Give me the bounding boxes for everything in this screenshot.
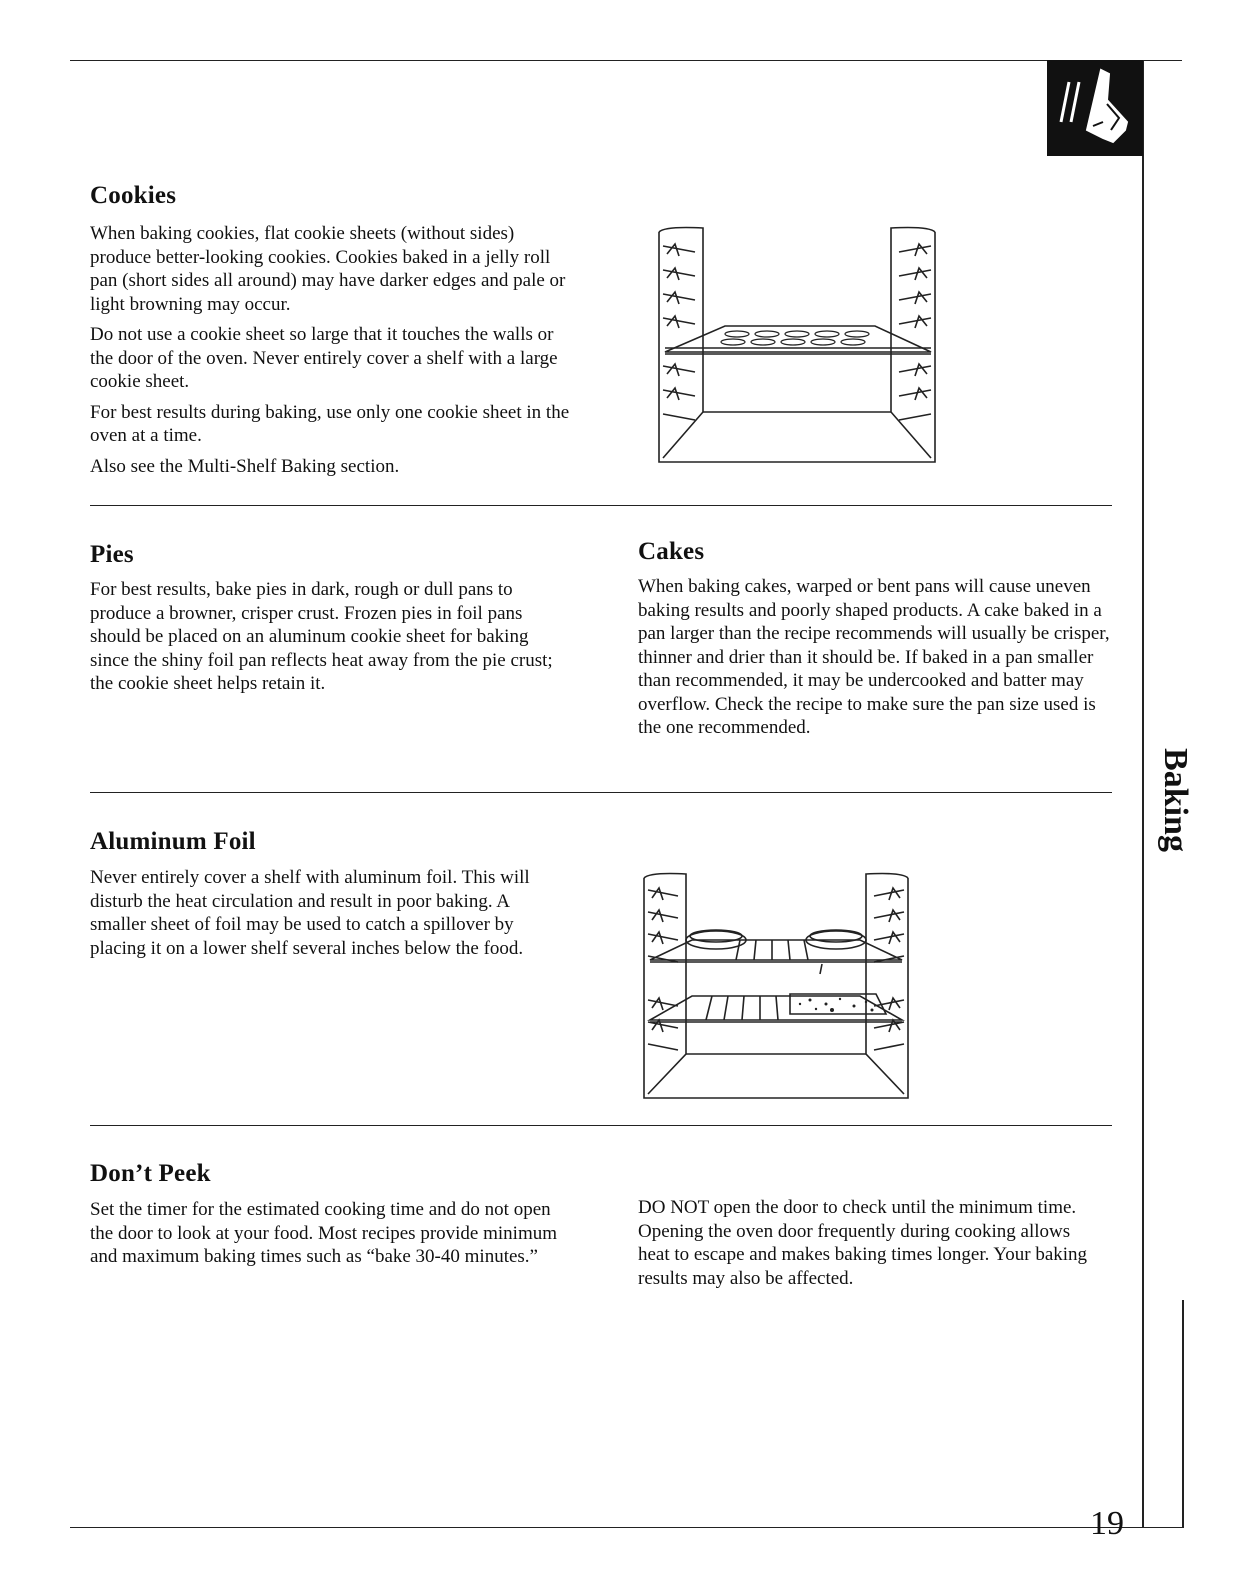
aluminum-foil-heading: Aluminum Foil (90, 828, 256, 855)
aluminum-foil-body (90, 866, 530, 967)
divider-2 (90, 792, 1112, 793)
cookies-paragraph-4: Also see the Multi-Shelf Baking section. (90, 455, 400, 477)
cakes-heading: Cakes (638, 538, 705, 565)
pies-heading: Pies (90, 541, 134, 568)
dont-peek-left-body (90, 1198, 560, 1276)
side-tab (1150, 720, 1200, 880)
dont-peek-heading: Don’t Peek (90, 1160, 211, 1187)
right-outer-rule (1182, 1300, 1184, 1528)
bottom-right-rule (1142, 1527, 1182, 1528)
pies-paragraph-1: For best results, bake pies in dark, rough or dull pans to produce a browner, crisper crust. Frozen pies in foil pans should be placed on an aluminum cookie sheet for baking since the shiny foil pan reflects heat away from the pie crust; the cookie sheet helps retain it. (90, 579, 553, 694)
divider-3 (90, 1125, 1112, 1126)
page-number: 19 (1090, 1505, 1124, 1542)
cakes-body (638, 575, 1116, 747)
cookies-paragraph-2: Do not use a cookie sheet so large that it touches the walls or the door of the oven. Never entirely cover a shelf with a large cookie sheet. (90, 324, 558, 392)
dont-peek-right-body (638, 1196, 1088, 1297)
bottom-rule (70, 1527, 1182, 1528)
cookies-body (90, 222, 570, 485)
pies-body (90, 578, 570, 703)
right-edge-rule (1142, 60, 1144, 1528)
side-tab-label: Baking (1157, 748, 1194, 852)
top-rule (70, 60, 1182, 61)
cookies-paragraph-1: When baking cookies, flat cookie sheets (without sides) produce better-looking cookies. Cookies baked in a jelly roll pan (short sides all around) may have darker edges and pale or light browning may occur. (90, 223, 566, 315)
cakes-paragraph-1: When baking cakes, warped or bent pans will cause uneven baking results and poorly shaped products. A cake baked in a pan larger than the recipe recommends will usually be crisper, thinner and drier than it should be. If baked in a pan smaller than recommended, it may be undercooked and batter may overflow. Check the recipe to make sure the pan size used is the one recommended. (638, 576, 1110, 738)
divider-1 (90, 505, 1112, 506)
corner-tab (1047, 60, 1143, 156)
cookies-paragraph-3: For best results during baking, use only one cookie sheet in the oven at a time. (90, 401, 570, 446)
aluminum-foil-paragraph-1: Never entirely cover a shelf with aluminum foil. This will disturb the heat circulation and result in poor baking. A smaller sheet of foil may be used to catch a spillover by placing it on a lower shelf several inches below the food. (90, 867, 530, 959)
oven-cookie-sheet-illustration (655, 222, 940, 467)
dont-peek-left-paragraph-1: Set the timer for the estimated cooking time and do not open the door to look at your food. Most recipes provide minimum and maximum baking times such as “bake 30-40 minutes.” (90, 1199, 558, 1267)
cookies-heading: Cookies (90, 182, 177, 209)
pointing-hand-icon (1047, 60, 1143, 156)
dont-peek-right-paragraph-1: DO NOT open the door to check until the minimum time. Opening the oven door frequently during cooking allows heat to escape and makes baking times longer. Your baking results may also be affected. (638, 1197, 1088, 1289)
oven-foil-spillover-illustration (640, 868, 912, 1103)
